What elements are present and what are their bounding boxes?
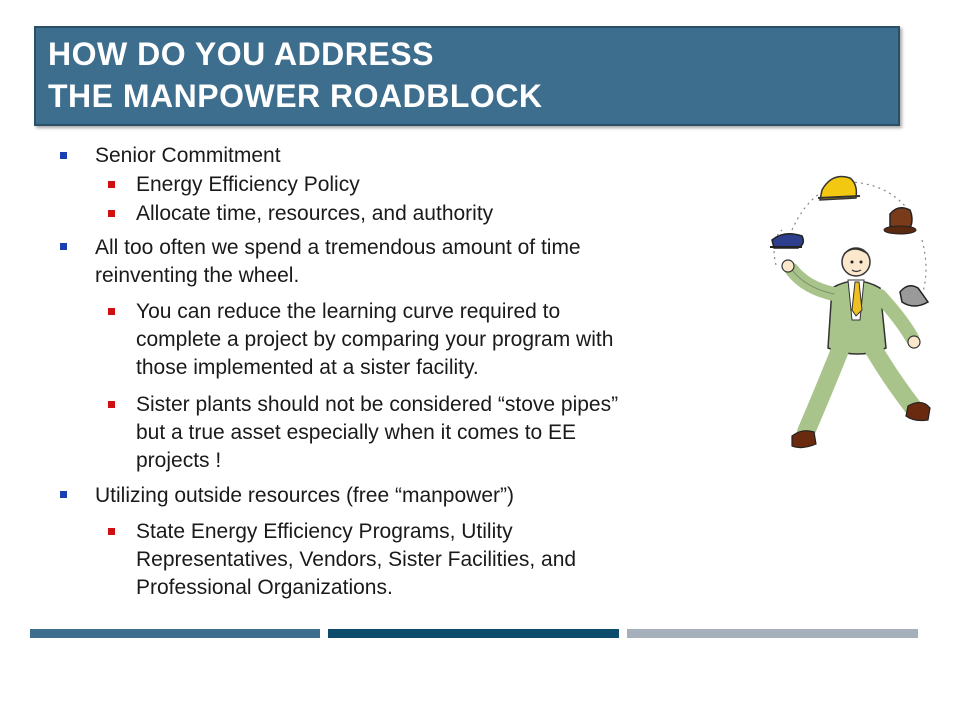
sub-bullet-sister-plants-line-3: projects ! (136, 449, 222, 472)
sub-bullet-marker (108, 181, 115, 188)
blue-cap-icon (770, 234, 803, 248)
sub-bullet-learning-curve-line-3: those implemented at a sister facility. (136, 356, 479, 379)
sub-bullet-programs-line-1: State Energy Efficiency Programs, Utility (136, 520, 513, 543)
sub-bullet-marker (108, 528, 115, 535)
slide-title-line-2: THE MANPOWER ROADBLOCK (48, 78, 543, 114)
sub-bullet-learning-curve-line-1: You can reduce the learning curve required to (136, 300, 561, 323)
sub-bullet-marker (108, 401, 115, 408)
bullet-reinventing-line-2: reinventing the wheel. (95, 264, 300, 287)
brown-hat-icon (884, 208, 916, 234)
juggling-man-clipart (762, 170, 934, 465)
bullet-marker (60, 491, 67, 498)
bullet-marker (60, 152, 67, 159)
sub-bullet-programs-line-2: Representatives, Vendors, Sister Facilities, and (136, 548, 577, 571)
footer-bar-middle (328, 629, 619, 638)
sub-bullet-programs-line-3: Professional Organizations. (136, 576, 393, 599)
footer-bar-right (627, 629, 918, 638)
footer-bar-left (30, 629, 320, 638)
sub-bullet-energy-policy: Energy Efficiency Policy (136, 173, 360, 196)
bullet-senior-commitment: Senior Commitment (95, 144, 281, 167)
slide-title-line-1: HOW DO YOU ADDRESS (48, 36, 434, 72)
sub-bullet-sister-plants-line-2: but a true asset especially when it comes to EE (136, 421, 577, 444)
bullet-reinventing-line-1: All too often we spend a tremendous amount of time (95, 236, 581, 259)
man-figure (782, 248, 930, 448)
sub-bullet-learning-curve-line-2: complete a project by comparing your program with (136, 328, 614, 351)
bullet-outside-resources: Utilizing outside resources (free “manpower”) (95, 484, 514, 507)
hard-hat-icon (818, 177, 860, 201)
sub-bullet-allocate: Allocate time, resources, and authority (136, 202, 494, 225)
bullet-marker (60, 243, 67, 250)
sub-bullet-marker (108, 210, 115, 217)
sub-bullet-sister-plants-line-1: Sister plants should not be considered “stove pipes” (136, 393, 619, 416)
sub-bullet-marker (108, 308, 115, 315)
